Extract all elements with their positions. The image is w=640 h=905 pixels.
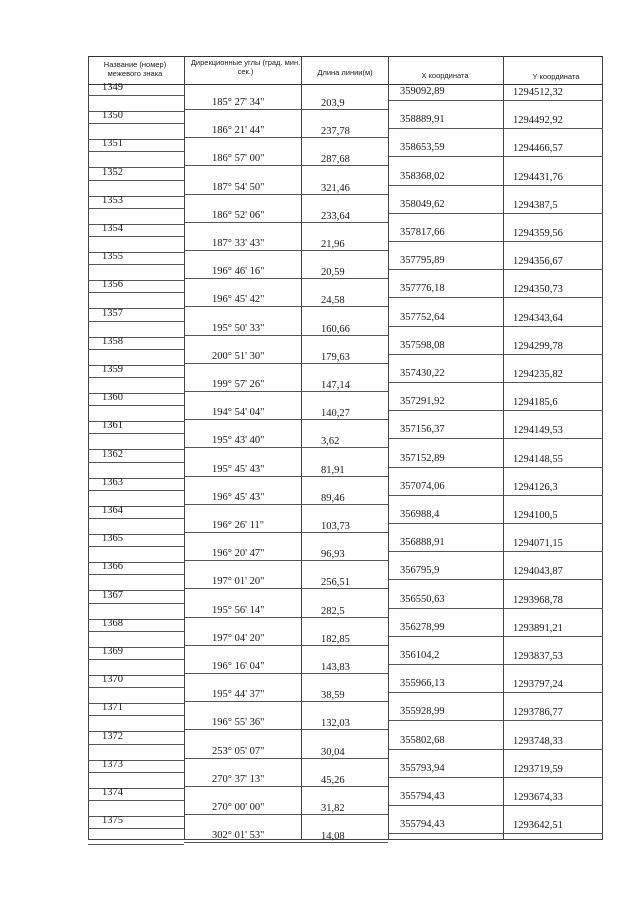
header-name: Название (номер) межевого знака bbox=[103, 60, 167, 78]
segment-length: 45,26 bbox=[321, 774, 345, 786]
segment-length: 24,58 bbox=[321, 295, 345, 307]
point-name: 1369 bbox=[102, 646, 123, 657]
column-divider bbox=[301, 56, 302, 840]
point-name: 1356 bbox=[102, 279, 123, 291]
row-divider bbox=[88, 180, 184, 181]
row-divider bbox=[388, 692, 603, 693]
point-y: 1293719,59 bbox=[513, 763, 563, 775]
segment-length: 38,59 bbox=[321, 690, 345, 702]
point-x: 357795,89 bbox=[400, 255, 445, 267]
row-divider bbox=[184, 391, 388, 392]
point-x: 356988,4 bbox=[400, 509, 440, 520]
point-name: 1349 bbox=[102, 82, 123, 93]
row-divider bbox=[88, 292, 184, 293]
segment-length: 233,64 bbox=[321, 210, 350, 222]
segment-length: 282,5 bbox=[321, 605, 345, 617]
row-divider bbox=[184, 588, 388, 589]
point-y: 1293891,21 bbox=[513, 622, 563, 634]
segment-angle: 200° 51' 30" bbox=[212, 350, 265, 362]
row-divider bbox=[88, 800, 184, 801]
row-divider bbox=[88, 95, 184, 96]
point-x: 355928,99 bbox=[400, 706, 445, 718]
row-divider bbox=[388, 213, 603, 214]
row-divider bbox=[88, 772, 184, 773]
row-divider bbox=[184, 842, 388, 843]
row-divider bbox=[88, 462, 184, 463]
row-divider bbox=[388, 749, 603, 750]
point-x: 356104,2 bbox=[400, 650, 440, 661]
segment-length: 160,66 bbox=[321, 323, 350, 335]
point-x: 357430,22 bbox=[400, 368, 445, 379]
row-divider bbox=[184, 617, 388, 618]
segment-angle: 196° 16' 04" bbox=[212, 661, 265, 672]
point-y: 1294100,5 bbox=[513, 510, 558, 521]
segment-length: 140,27 bbox=[321, 408, 350, 420]
segment-length: 81,91 bbox=[321, 464, 345, 476]
point-x: 358049,62 bbox=[400, 198, 445, 210]
point-y: 1293837,53 bbox=[513, 651, 563, 662]
row-divider bbox=[88, 603, 184, 604]
row-divider bbox=[184, 504, 388, 505]
point-y: 1294466,57 bbox=[513, 143, 563, 155]
row-divider bbox=[388, 156, 603, 157]
row-divider bbox=[388, 805, 603, 806]
point-y: 1294149,53 bbox=[513, 425, 563, 437]
row-divider bbox=[88, 123, 184, 124]
point-y: 1294185,6 bbox=[513, 397, 558, 409]
point-name: 1364 bbox=[102, 505, 123, 516]
column-divider bbox=[388, 56, 389, 840]
point-name: 1352 bbox=[102, 166, 123, 178]
row-divider bbox=[88, 744, 184, 745]
segment-angle: 196° 46' 16" bbox=[212, 266, 265, 278]
header-angle: Дирекционные углы (град. мин. сек.) bbox=[190, 58, 301, 76]
point-name: 1367 bbox=[102, 589, 123, 601]
segment-angle: 194° 54' 04" bbox=[212, 407, 265, 419]
point-x: 355966,13 bbox=[400, 678, 445, 690]
column-divider bbox=[503, 56, 504, 840]
point-x: 356795,9 bbox=[400, 565, 440, 577]
row-divider bbox=[388, 523, 603, 524]
row-divider bbox=[88, 574, 184, 575]
row-divider bbox=[88, 236, 184, 237]
segment-length: 182,85 bbox=[321, 633, 350, 645]
row-divider bbox=[88, 687, 184, 688]
row-divider bbox=[88, 546, 184, 547]
point-x: 355794,43 bbox=[400, 791, 445, 802]
segment-length: 287,68 bbox=[321, 154, 350, 166]
row-divider bbox=[88, 405, 184, 406]
point-y: 1294235,82 bbox=[513, 369, 563, 380]
point-x: 355793,94 bbox=[400, 762, 445, 774]
segment-angle: 196° 20' 47" bbox=[212, 548, 265, 560]
point-name: 1358 bbox=[102, 335, 123, 347]
segment-angle: 196° 26' 11" bbox=[212, 520, 264, 531]
row-divider bbox=[88, 828, 184, 829]
segment-length: 21,96 bbox=[321, 239, 345, 250]
segment-angle: 185° 27' 34" bbox=[212, 97, 265, 108]
row-divider bbox=[388, 128, 603, 129]
row-divider bbox=[88, 490, 184, 491]
row-divider bbox=[184, 222, 388, 223]
row-divider bbox=[88, 264, 184, 265]
header-y: Y координата bbox=[532, 72, 580, 81]
segment-length: 203,9 bbox=[321, 98, 345, 109]
point-x: 355802,68 bbox=[400, 734, 445, 746]
segment-length: 103,73 bbox=[321, 521, 350, 532]
row-divider bbox=[184, 419, 388, 420]
row-divider bbox=[388, 297, 603, 298]
point-y: 1294148,55 bbox=[513, 453, 563, 465]
point-x: 356888,91 bbox=[400, 537, 445, 549]
row-divider bbox=[88, 518, 184, 519]
segment-angle: 195° 43' 40" bbox=[212, 435, 265, 447]
segment-angle: 195° 56' 14" bbox=[212, 604, 265, 616]
point-name: 1365 bbox=[102, 533, 123, 545]
row-divider bbox=[88, 715, 184, 716]
row-divider bbox=[184, 363, 388, 364]
point-name: 1362 bbox=[102, 448, 123, 460]
segment-length: 20,59 bbox=[321, 267, 345, 279]
point-y: 1294356,67 bbox=[513, 256, 563, 268]
row-divider bbox=[184, 758, 388, 759]
point-y: 1294359,56 bbox=[513, 228, 563, 239]
point-y: 1293968,78 bbox=[513, 594, 563, 606]
segment-length: 3,62 bbox=[321, 436, 340, 448]
row-divider bbox=[184, 701, 388, 702]
row-divider bbox=[88, 349, 184, 350]
point-name: 1361 bbox=[102, 420, 123, 432]
point-x: 357291,92 bbox=[400, 396, 445, 408]
segment-angle: 187° 54' 50" bbox=[212, 181, 265, 193]
row-divider bbox=[184, 278, 388, 279]
segment-angle: 302° 01' 53" bbox=[212, 830, 265, 842]
point-name: 1374 bbox=[102, 787, 123, 798]
row-divider bbox=[184, 194, 388, 195]
point-name: 1366 bbox=[102, 561, 123, 573]
row-divider bbox=[88, 377, 184, 378]
column-divider bbox=[184, 56, 185, 840]
segment-length: 31,82 bbox=[321, 803, 345, 814]
segment-length: 89,46 bbox=[321, 492, 345, 504]
row-divider bbox=[184, 137, 388, 138]
point-name: 1354 bbox=[102, 223, 123, 234]
row-divider bbox=[88, 321, 184, 322]
segment-angle: 195° 44' 37" bbox=[212, 689, 265, 701]
point-name: 1351 bbox=[102, 138, 123, 150]
row-divider bbox=[388, 410, 603, 411]
segment-angle: 195° 50' 33" bbox=[212, 322, 265, 334]
row-divider bbox=[184, 250, 388, 251]
point-y: 1294126,3 bbox=[513, 481, 558, 493]
point-x: 356550,63 bbox=[400, 593, 445, 605]
point-y: 1294387,5 bbox=[513, 199, 558, 211]
row-divider bbox=[88, 844, 184, 845]
point-y: 1294071,15 bbox=[513, 538, 563, 550]
segment-angle: 186° 21' 44" bbox=[212, 125, 265, 137]
point-x: 357156,37 bbox=[400, 424, 445, 436]
row-divider bbox=[88, 631, 184, 632]
point-y: 1293674,33 bbox=[513, 792, 563, 803]
segment-length: 96,93 bbox=[321, 549, 345, 561]
row-divider bbox=[388, 354, 603, 355]
row-divider bbox=[388, 495, 603, 496]
point-name: 1350 bbox=[102, 110, 123, 122]
segment-length: 30,04 bbox=[321, 746, 345, 758]
point-y: 1294350,73 bbox=[513, 284, 563, 296]
row-divider bbox=[388, 720, 603, 721]
segment-angle: 196° 45' 42" bbox=[212, 294, 265, 306]
point-x: 359092,89 bbox=[400, 86, 445, 97]
segment-length: 143,83 bbox=[321, 662, 350, 673]
coordinates-table bbox=[88, 56, 603, 843]
header-length: Длина линии(м) bbox=[317, 68, 373, 77]
segment-angle: 186° 57' 00" bbox=[212, 153, 265, 165]
row-divider bbox=[184, 560, 388, 561]
point-y: 1294512,32 bbox=[513, 87, 563, 98]
point-name: 1359 bbox=[102, 364, 123, 375]
row-divider bbox=[388, 438, 603, 439]
row-divider bbox=[388, 833, 603, 834]
point-x: 356278,99 bbox=[400, 621, 445, 633]
row-divider bbox=[388, 100, 603, 101]
segment-angle: 186° 52' 06" bbox=[212, 209, 265, 221]
row-divider bbox=[184, 447, 388, 448]
segment-length: 14,08 bbox=[321, 831, 345, 843]
point-name: 1363 bbox=[102, 476, 123, 488]
segment-length: 256,51 bbox=[321, 577, 350, 589]
row-divider bbox=[388, 185, 603, 186]
segment-length: 321,46 bbox=[321, 182, 350, 194]
point-y: 1293642,51 bbox=[513, 820, 563, 832]
point-y: 1294343,64 bbox=[513, 312, 563, 324]
point-x: 357776,18 bbox=[400, 283, 445, 295]
point-name: 1355 bbox=[102, 251, 123, 263]
segment-angle: 187° 33' 43" bbox=[212, 238, 265, 249]
row-divider bbox=[184, 645, 388, 646]
row-divider bbox=[388, 608, 603, 609]
point-name: 1357 bbox=[102, 307, 123, 319]
row-divider bbox=[88, 151, 184, 152]
point-y: 1294492,92 bbox=[513, 115, 563, 127]
row-divider bbox=[184, 335, 388, 336]
point-x: 357817,66 bbox=[400, 227, 445, 238]
table-header bbox=[88, 56, 603, 85]
segment-angle: 195° 45' 43" bbox=[212, 463, 265, 475]
point-x: 358368,02 bbox=[400, 170, 445, 182]
segment-angle: 270° 00' 00" bbox=[212, 802, 265, 813]
row-divider bbox=[388, 579, 603, 580]
point-x: 357752,64 bbox=[400, 311, 445, 323]
point-y: 1293797,24 bbox=[513, 679, 563, 691]
segment-length: 237,78 bbox=[321, 126, 350, 138]
point-x: 358889,91 bbox=[400, 114, 445, 126]
row-divider bbox=[388, 467, 603, 468]
row-divider bbox=[88, 208, 184, 209]
segment-length: 132,03 bbox=[321, 718, 350, 730]
point-y: 1293748,33 bbox=[513, 735, 563, 747]
point-x: 355794,43 bbox=[400, 819, 445, 831]
row-divider bbox=[388, 664, 603, 665]
point-y: 1294043,87 bbox=[513, 566, 563, 578]
segment-angle: 196° 45' 43" bbox=[212, 491, 265, 503]
point-name: 1353 bbox=[102, 194, 123, 206]
row-divider bbox=[388, 326, 603, 327]
segment-angle: 199° 57' 26" bbox=[212, 379, 265, 390]
point-y: 1293786,77 bbox=[513, 707, 563, 719]
segment-length: 147,14 bbox=[321, 380, 350, 391]
point-name: 1375 bbox=[102, 815, 123, 827]
point-y: 1294431,76 bbox=[513, 171, 563, 183]
point-x: 357598,08 bbox=[400, 339, 445, 351]
row-divider bbox=[184, 814, 388, 815]
segment-length: 179,63 bbox=[321, 351, 350, 363]
row-divider bbox=[184, 532, 388, 533]
point-y: 1294299,78 bbox=[513, 340, 563, 352]
point-x: 357152,89 bbox=[400, 452, 445, 464]
row-divider bbox=[388, 382, 603, 383]
row-divider bbox=[184, 673, 388, 674]
point-name: 1371 bbox=[102, 702, 123, 714]
row-divider bbox=[388, 269, 603, 270]
point-x: 358653,59 bbox=[400, 142, 445, 154]
point-name: 1368 bbox=[102, 617, 123, 629]
row-divider bbox=[88, 659, 184, 660]
point-name: 1373 bbox=[102, 758, 123, 770]
point-name: 1372 bbox=[102, 730, 123, 742]
segment-angle: 197° 01' 20" bbox=[212, 576, 265, 588]
row-divider bbox=[388, 551, 603, 552]
row-divider bbox=[184, 476, 388, 477]
header-x: X координата bbox=[421, 71, 469, 80]
point-x: 357074,06 bbox=[400, 480, 445, 492]
row-divider bbox=[184, 786, 388, 787]
segment-angle: 196° 55' 36" bbox=[212, 717, 265, 729]
segment-angle: 197° 04' 20" bbox=[212, 632, 265, 644]
segment-angle: 253° 05' 07" bbox=[212, 745, 265, 757]
row-divider bbox=[388, 241, 603, 242]
row-divider bbox=[184, 109, 388, 110]
row-divider bbox=[388, 777, 603, 778]
point-name: 1370 bbox=[102, 674, 123, 686]
row-divider bbox=[388, 636, 603, 637]
row-divider bbox=[184, 729, 388, 730]
row-divider bbox=[88, 433, 184, 434]
segment-angle: 270° 37' 13" bbox=[212, 773, 265, 785]
row-divider bbox=[184, 306, 388, 307]
row-divider bbox=[184, 165, 388, 166]
point-name: 1360 bbox=[102, 392, 123, 404]
